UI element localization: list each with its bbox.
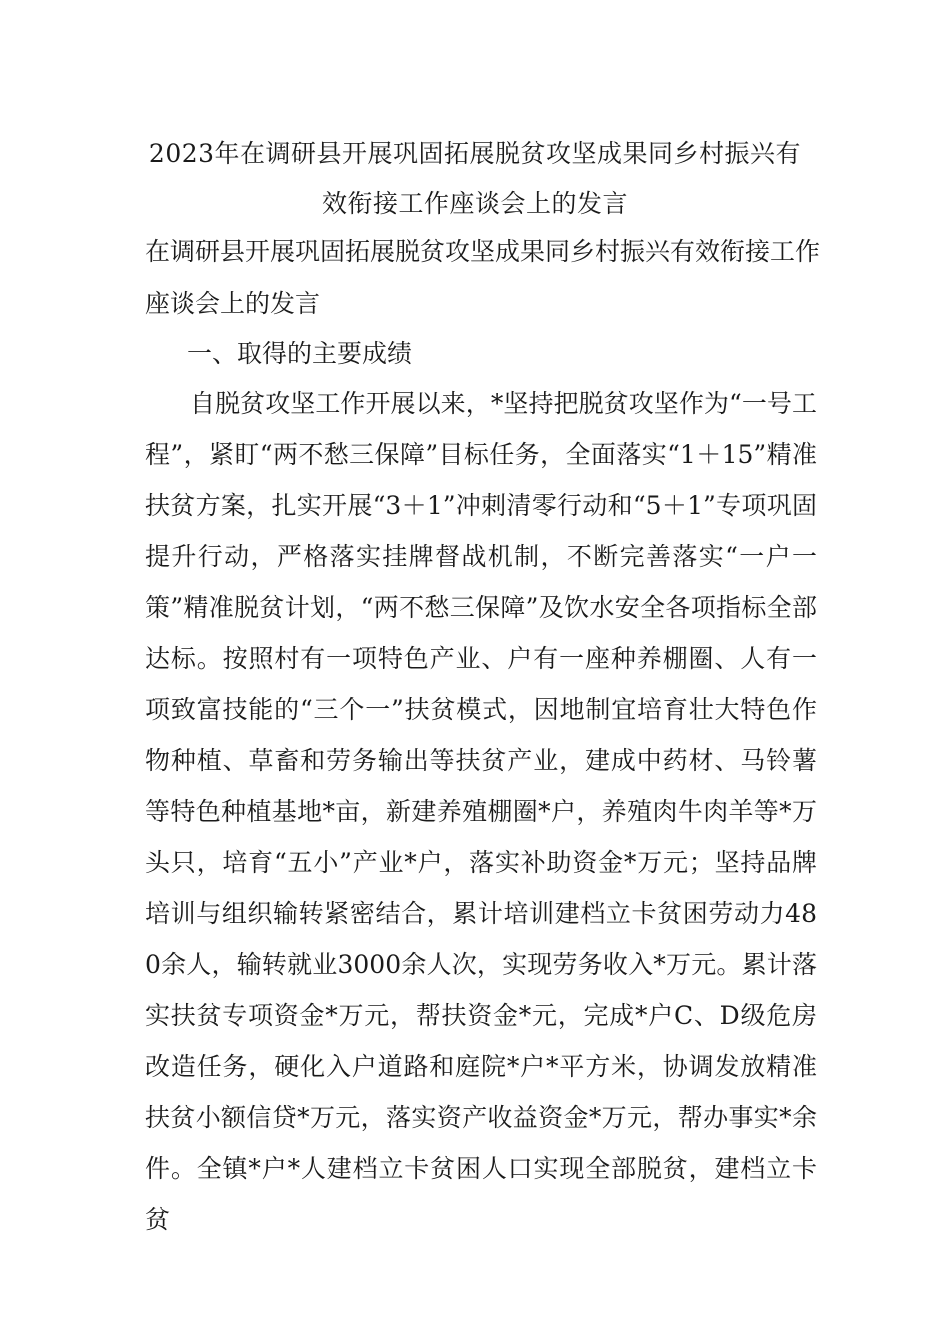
document-title-line-1: 2023年在调研县开展巩固拓展脱贫攻坚成果同乡村振兴有 <box>148 139 802 168</box>
document-title-line-2: 效衔接工作座谈会上的发言 <box>321 189 628 218</box>
section-heading: 一、取得的主要成绩 <box>187 339 413 368</box>
document-subtitle: 在调研县开展巩固拓展脱贫攻坚成果同乡村振兴有效衔接工作座谈会上的发言 <box>145 237 821 318</box>
body-paragraph: 自脱贫攻坚工作开展以来，*坚持把脱贫攻坚作为“一号工程”，紧盯“两不愁三保障”目标任务，全面落实“1＋15”精准扶贫方案，扎实开展“3＋1”冲刺清零行动和“5＋1”专项巩固提升行动，严格落实挂牌督战机制，不断完善落实“一户一策”精准脱贫计划，“两不愁三保障”及饮水安全各项指标全部达标。按照村有一项特色产业、户有一座种养棚圈、人有一项致富技能的“三个一”扶贫模式，因地制宜培育壮大特色作物种植、草畜和劳务输出等扶贫产业，建成中药材、马铃薯等特色种植基地*亩，新建养殖棚圈*户，养殖肉牛肉羊等*万头只，培育“五小”产业*户，落实补助资金*万元；坚持品牌培训与组织输转紧密结合，累计培训建档立卡贫困劳动力480余人，输转就业3000余人次，实现劳务收入*万元。累计落实扶贫专项资金*万元，帮扶资金*元，完成*户C、D级危房改造任务，硬化入户道路和庭院*户*平方米，协调发放精准扶贫小额信贷*万元，落实资产收益资金*万元，帮办事实*余件。全镇*户*人建档立卡贫困人口实现全部脱贫，建档立卡贫 <box>145 389 817 1234</box>
